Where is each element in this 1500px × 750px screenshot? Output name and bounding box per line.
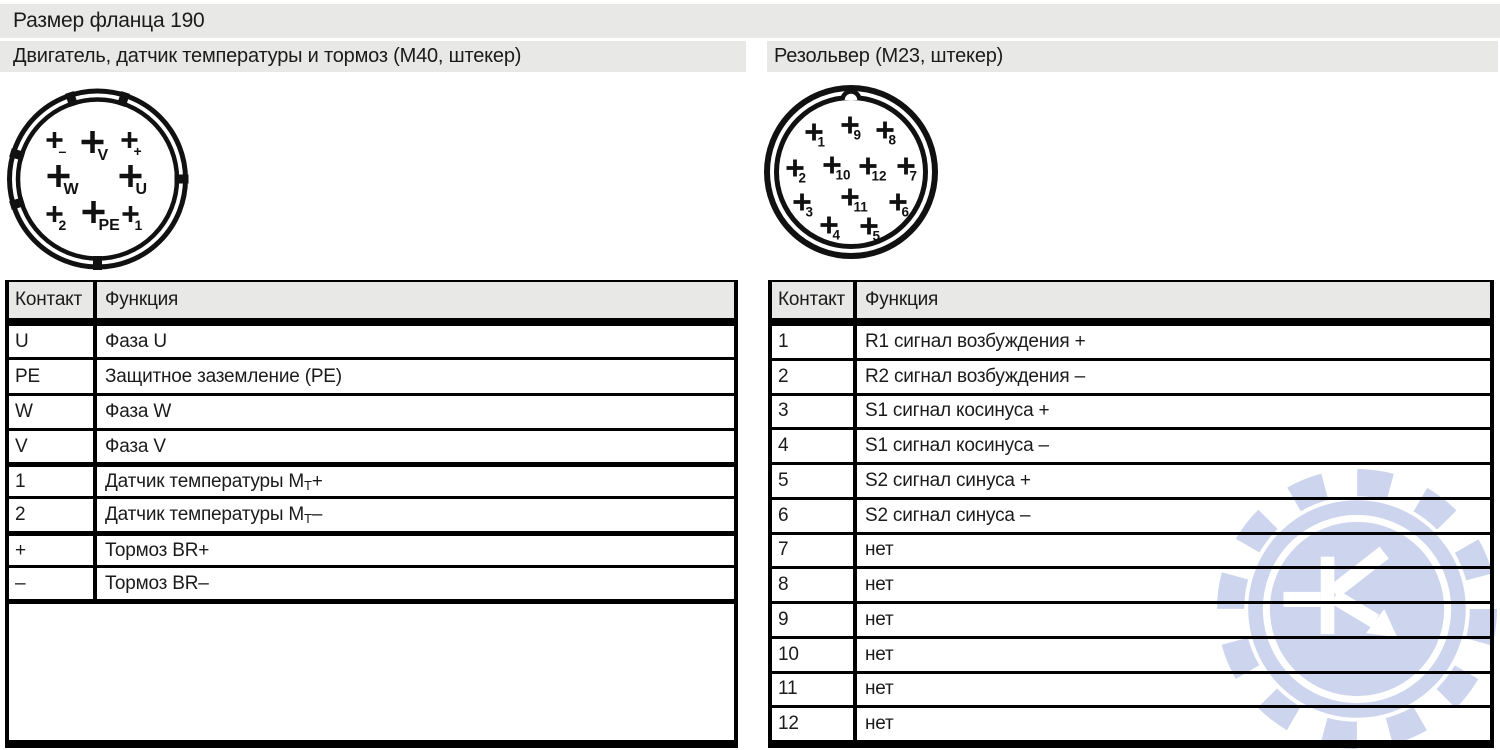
pin-label: 4 [832,227,841,243]
resolver-pin-table [768,280,1494,748]
contact-cell: – [15,572,26,594]
column-header-function: Функция [857,282,1490,318]
contact-cell: PE [15,365,40,387]
pin-label: 8 [888,132,897,148]
pin-label: 12 [871,168,887,184]
contact-cell: 12 [778,713,799,735]
function-cell: нет [865,678,894,700]
table-row [772,604,1490,636]
function-cell: S1 сигнал косинуса + [865,400,1050,422]
table-row [9,326,734,357]
section-header-motor: Двигатель, датчик температуры и тормоз (M40, штекер) [0,41,746,72]
table-row [9,467,734,496]
pin-label: 1 [817,134,826,150]
resolver-connector-diagram [758,80,944,264]
function-cell: нет [865,713,894,735]
contact-cell: 7 [778,539,789,561]
pin-label: 2 [798,170,807,186]
table-row [9,499,734,531]
contact-cell: U [15,330,29,352]
table-row [772,674,1490,706]
function-cell: S2 сигнал синуса – [865,504,1031,526]
contact-cell: 11 [778,678,798,700]
function-cell: Фаза V [105,435,166,457]
pin-label: 5 [872,228,881,244]
table-row [772,361,1490,393]
table-row [772,465,1490,497]
contact-cell: 1 [778,330,789,352]
empty-cell [9,604,734,740]
contact-cell: 8 [778,574,789,596]
pin-label: 9 [853,127,862,143]
contact-cell: 5 [778,469,789,491]
contact-cell: V [15,435,28,457]
pin-label: 2 [58,217,67,233]
pin-label: U [135,181,148,198]
function-cell: Тормоз BR+ [105,539,210,561]
contact-cell: 10 [778,643,799,665]
function-cell: Датчик температуры M $_T$ – [105,504,323,526]
pin-label: 1 [134,217,143,233]
section-header-resolver: Резольвер (M23, штекер) [767,41,1498,72]
function-cell: S1 сигнал косинуса – [865,435,1049,457]
pin-label: – [58,143,67,159]
contact-cell: 2 [778,365,789,387]
function-cell: нет [865,643,894,665]
pin-label: V [97,147,109,164]
contact-cell: 2 [15,504,26,525]
header-separator-bar [772,318,1490,326]
motor-connector-diagram [2,84,194,274]
key-notch [93,256,102,270]
function-cell: Фаза U [105,330,167,352]
table-row [772,639,1490,671]
function-cell: Защитное заземление (PE) [105,365,342,387]
column-header-contact: Контакт [9,282,93,318]
header-separator-bar [9,318,734,326]
table-header-row [772,282,1490,318]
function-cell: S2 сигнал синуса + [865,469,1031,491]
contact-cell: 3 [778,400,789,422]
table-row [772,326,1490,358]
table-row [772,500,1490,532]
pin-label: PE [98,217,120,234]
contact-cell: + [15,539,26,561]
pin-label: 11 [853,199,868,215]
table-header-row [9,282,734,318]
function-cell: нет [865,574,894,596]
key-notch [175,175,189,184]
table-row [9,568,734,599]
pin-label: 3 [805,204,814,220]
contact-cell: 1 [15,470,26,492]
contact-cell: W [15,401,33,422]
table-row [772,396,1490,428]
function-cell: Тормоз BR– [105,572,209,594]
function-cell: Фаза W [105,401,172,422]
table-row [772,569,1490,601]
function-cell: R2 сигнал возбуждения – [865,365,1085,387]
function-cell: нет [865,608,894,630]
pin-label: 7 [909,168,918,184]
function-cell: R1 сигнал возбуждения + [865,330,1086,352]
column-header-contact: Контакт [772,282,853,318]
table-row [9,360,734,393]
table-row [772,430,1490,462]
page-title: Размер фланца 190 [0,4,1500,38]
pin-label: + [133,143,142,159]
function-cell: Датчик температуры M $_T$ + [105,470,323,493]
function-cell: нет [865,539,894,561]
contact-cell: 9 [778,608,789,630]
motor-pin-table [5,280,738,748]
table-row [9,431,734,462]
contact-cell: 4 [778,435,789,457]
table-row [772,535,1490,567]
column-header-function: Функция [97,282,734,318]
table-row [772,708,1490,740]
table-row [9,396,734,428]
pin-label: 6 [901,204,910,220]
pin-label: 10 [835,167,851,183]
connector-inner-ring [18,100,177,259]
connector-key-bump [843,92,860,101]
pin-label: W [63,181,79,198]
table-row [9,536,734,565]
contact-cell: 6 [778,504,789,526]
